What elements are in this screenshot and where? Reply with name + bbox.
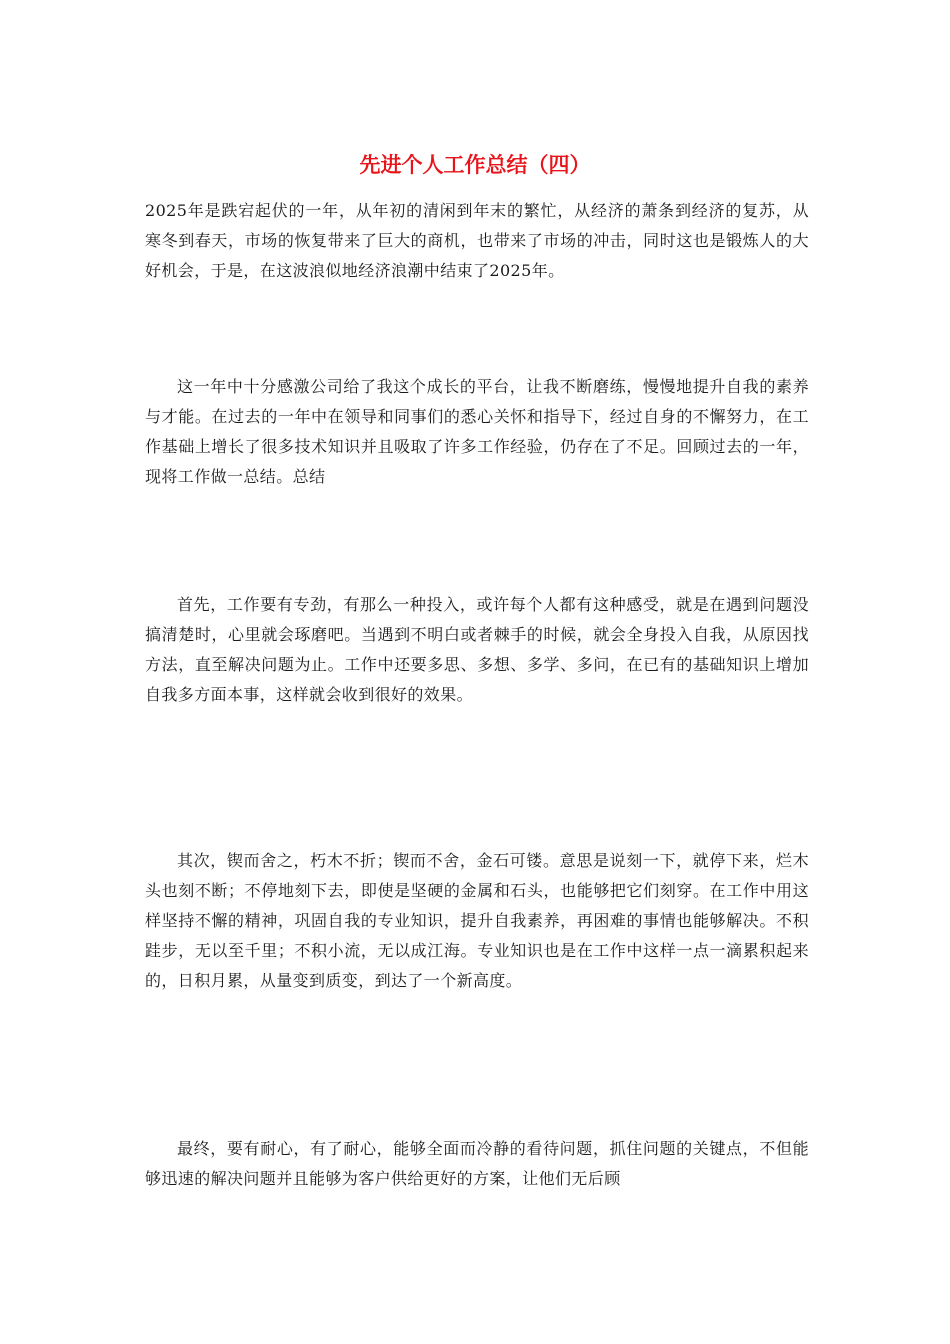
paragraph-second-point: 其次，锲而舍之，朽木不折；锲而不舍，金石可镂。意思是说刻一下，就停下来，烂木头也刻不断；不停地刻下去，即使是坚硬的金属和石头，也能够把它们刻穿。在工作中用这样坚持不懈的精神，巩固自我的专业知识，提升自我素养，再困难的事情也能够解决。不积跬步，无以至千里；不积小流，无以成江海。专业知识也是在工作中这样一点一滴累积起来的，日积月累，从量变到质变，到达了一个新高度。 (145, 851, 809, 990)
paragraph-gratitude: 这一年中十分感激公司给了我这个成长的平台，让我不断磨练，慢慢地提升自我的素养与才能。在过去的一年中在领导和同事们的悉心关怀和指导下，经过自身的不懈努力，在工作基础上增长了很多技术知识并且吸取了许多工作经验，仍存在了不足。回顾过去的一年，现将工作做一总结。总结 (145, 377, 809, 486)
paragraph-first-point: 首先，工作要有专劲，有那么一种投入，或许每个人都有这种感受，就是在遇到问题没搞清楚时，心里就会琢磨吧。当遇到不明白或者棘手的时候，就会全身投入自我，从原因找方法，直至解决问题为止。工作中还要多思、多想、多学、多问，在已有的基础知识上增加自我多方面本事，这样就会收到很好的效果。 (145, 595, 809, 704)
paragraph-intro: 2025年是跌宕起伏的一年，从年初的清闲到年末的繁忙，从经济的萧条到经济的复苏，从寒冬到春天，市场的恢复带来了巨大的商机，也带来了市场的冲击，同时这也是锻炼人的大好机会，于是，在这波浪似地经济浪潮中结束了2025年。 (145, 201, 809, 280)
document-title: 先进个人工作总结（四） (359, 153, 591, 177)
paragraph-final-point: 最终，要有耐心，有了耐心，能够全面而冷静的看待问题，抓住问题的关键点，不但能够迅速的解决问题并且能够为客户供给更好的方案，让他们无后顾 (145, 1139, 809, 1188)
